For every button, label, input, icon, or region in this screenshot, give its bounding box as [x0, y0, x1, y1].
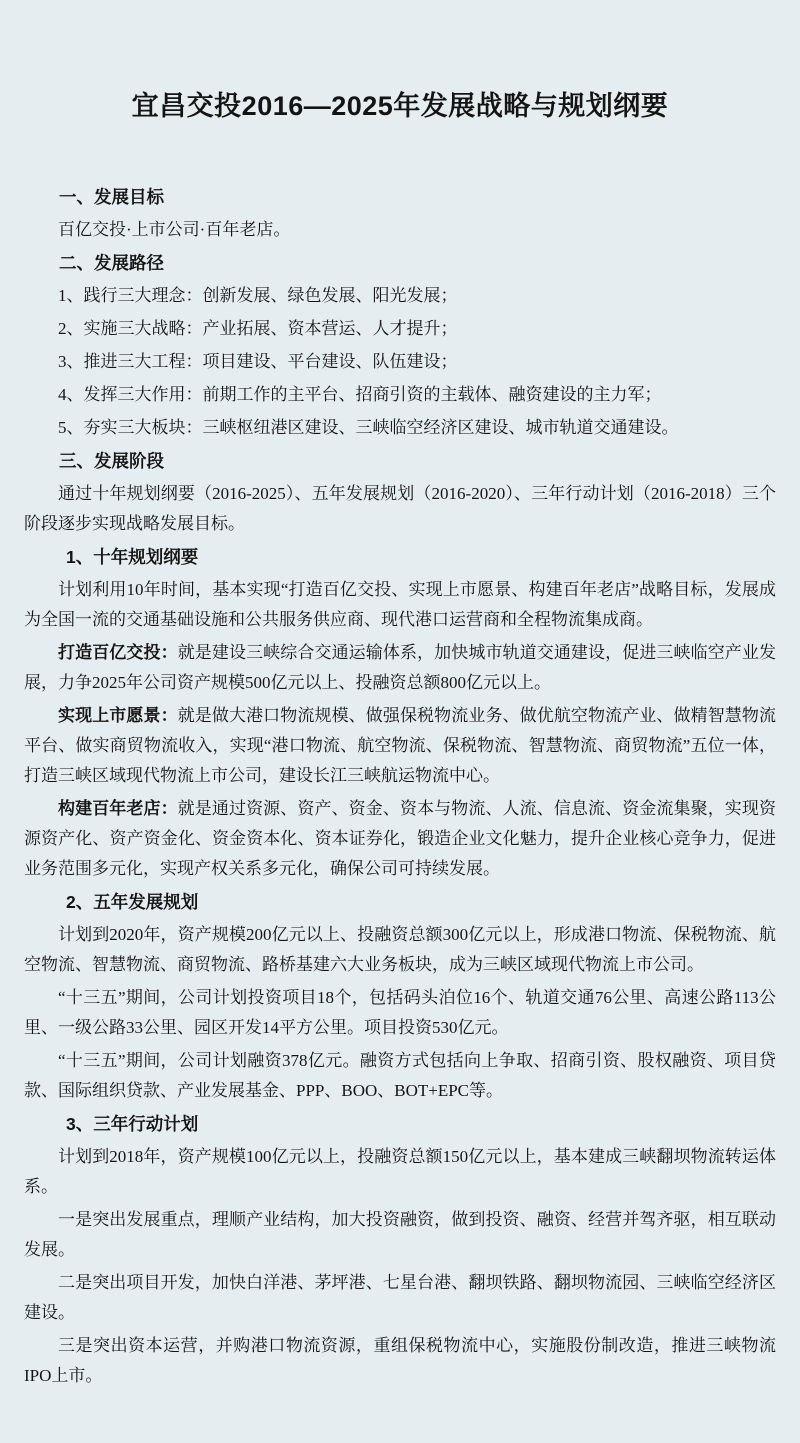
- paragraph-financing-plan: “十三五”期间，公司计划融资378亿元。融资方式包括向上争取、招商引资、股权融资、项目贷款、国际组织贷款、产业发展基金、PPP、BOO、BOT+EPC等。: [24, 1051, 776, 1100]
- paragraph-priority-projects: 二是突出项目开发，加快白洋港、茅坪港、七星台港、翻坝铁路、翻坝物流园、三峡临空经济区建设。: [24, 1273, 776, 1322]
- paragraph-goal-statement: 百亿交投·上市公司·百年老店。: [58, 220, 291, 239]
- heading-five-year-plan: 2、五年发展规划: [66, 892, 199, 912]
- lead-build-hundred-billion: 打造百亿交投：: [58, 643, 178, 662]
- path-item-3: 3、推进三大工程：项目建设、平台建设、队伍建设；: [58, 352, 458, 371]
- document-title: 宜昌交投2016—2025年发展战略与规划纲要: [131, 91, 669, 121]
- heading-development-stages: 三、发展阶段: [59, 451, 164, 471]
- path-item-2: 2、实施三大战略：产业拓展、资本营运、人才提升；: [58, 319, 458, 338]
- path-item-5: 5、夯实三大板块：三峡枢纽港区建设、三峡临空经济区建设、城市轨道交通建设。: [58, 418, 679, 437]
- paragraph-build-hundred-billion: [24, 638, 776, 698]
- paragraph-century-store: [24, 794, 776, 884]
- paragraph-ten-year-overview: 计划利用10年时间，基本实现“打造百亿交投、实现上市愿景、构建百年老店”战略目标，发展成为全国一流的交通基础设施和公共服务供应商、现代港口运营商和全程物流集成商。: [24, 580, 776, 629]
- text-listing-vision: 就是做大港口物流规模、做强保税物流业务、做优航空物流产业、做精智慧物流平台、做实商贸物流收入，实现“港口物流、航空物流、保税物流、智慧物流、商贸物流”五位一体，打造三峡区域现代物流上市公司，建设长江三峡航运物流中心。: [24, 706, 777, 785]
- path-item-1: 1、践行三大理念：创新发展、绿色发展、阳光发展；: [58, 286, 458, 305]
- paragraph-priority-capital: 三是突出资本运营，并购港口物流资源，重组保税物流中心，实施股份制改造，推进三峡物流IPO上市。: [24, 1336, 776, 1385]
- paragraph-investment-projects: “十三五”期间，公司计划投资项目18个，包括码头泊位16个、轨道交通76公里、高速公路113公里、一级公路33公里、园区开发14平方公里。项目投资530亿元。: [24, 988, 776, 1037]
- paragraph-three-year-target: 计划到2018年，资产规模100亿元以上，投融资总额150亿元以上，基本建成三峡翻坝物流转运体系。: [24, 1147, 776, 1196]
- heading-development-path: 二、发展路径: [59, 253, 164, 273]
- heading-three-year-action-plan: 3、三年行动计划: [66, 1114, 199, 1134]
- lead-century-store: 构建百年老店：: [58, 799, 178, 818]
- paragraph-five-year-target: 计划到2020年，资产规模200亿元以上、投融资总额300亿元以上，形成港口物流、保税物流、航空物流、智慧物流、商贸物流、路桥基建六大业务板块，成为三峡区域现代物流上市公司。: [24, 925, 776, 974]
- text-build-hundred-billion: 就是建设三峡综合交通运输体系，加快城市轨道交通建设，促进三峡临空产业发展，力争2025年公司资产规模500亿元以上、投融资总额800亿元以上。: [24, 643, 777, 692]
- document-body: [24, 182, 776, 1391]
- heading-development-goals: 一、发展目标: [59, 187, 164, 207]
- paragraph-stages-intro: 通过十年规划纲要（2016-2025）、五年发展规划（2016-2020）、三年行动计划（2016-2018）三个阶段逐步实现战略发展目标。: [24, 484, 776, 533]
- lead-listing-vision: 实现上市愿景：: [58, 706, 178, 725]
- paragraph-listing-vision: [24, 701, 776, 791]
- path-item-4: 4、发挥三大作用：前期工作的主平台、招商引资的主载体、融资建设的主力军；: [58, 385, 662, 404]
- paragraph-priority-development: 一是突出发展重点，理顺产业结构，加大投资融资，做到投资、融资、经营并驾齐驱，相互联动发展。: [24, 1210, 776, 1259]
- heading-ten-year-outline: 1、十年规划纲要: [66, 547, 199, 567]
- text-century-store: 就是通过资源、资产、资金、资本与物流、人流、信息流、资金流集聚，实现资源资产化、资产资金化、资金资本化、资本证券化，锻造企业文化魅力，提升企业核心竞争力，促进业务范围多元化，实现产权关系多元化，确保公司可持续发展。: [24, 799, 777, 878]
